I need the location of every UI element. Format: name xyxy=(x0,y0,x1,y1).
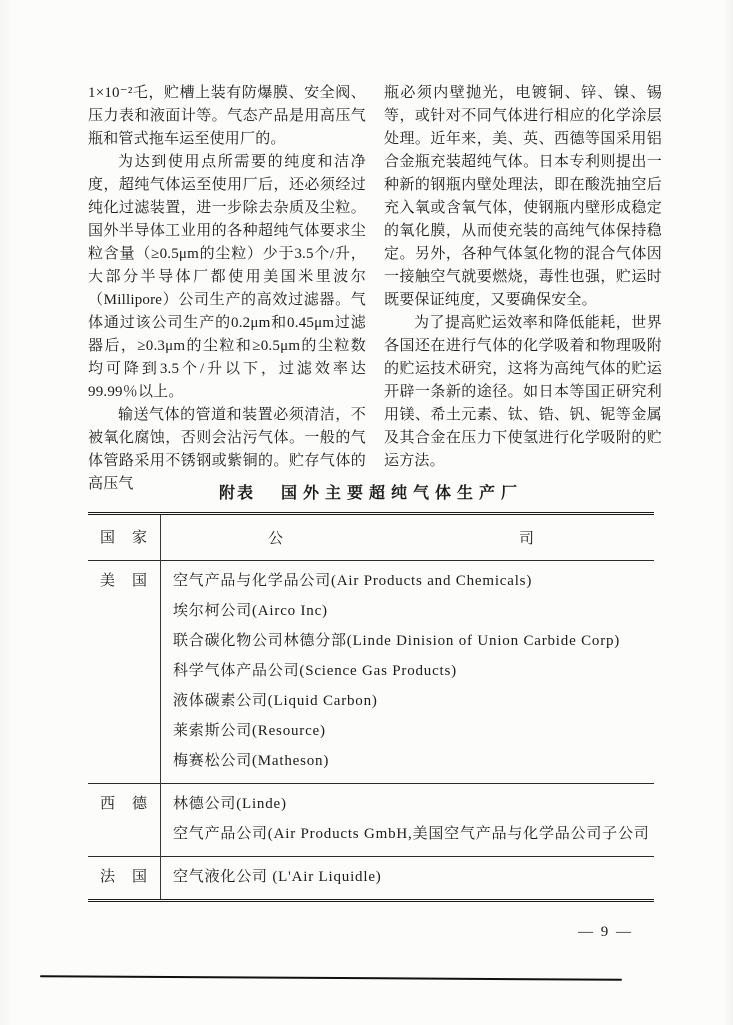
country-cell: 法 国 xyxy=(99,869,148,885)
bottom-rule xyxy=(40,975,622,981)
company-cell xyxy=(160,566,654,776)
company-row: 空气产品与化学品公司(Air Products and Chemicals) xyxy=(173,573,533,589)
company-row: 科学气体产品公司(Science Gas Products) xyxy=(173,663,457,679)
company-row: 莱索斯公司(Resource) xyxy=(173,723,326,739)
company-row: 梅赛松公司(Matheson) xyxy=(173,753,330,769)
table-title xyxy=(88,480,654,503)
table-group xyxy=(88,784,654,857)
country-cell: 西 德 xyxy=(99,796,148,812)
paragraph: 为了提高贮运效率和降低能耗，世界各国还在进行气体的化学吸着和物理吸附的贮运技术研究，这将为高纯气体的贮运开辟一条新的途径。如日本等国正研究利用镁、希土元素、钛、锆、钒、铌等金属及其合金在压力下使氢进行化学吸附的贮运方法。 xyxy=(384,315,662,469)
text-column-right xyxy=(384,82,662,473)
company-row: 林德公司(Linde) xyxy=(173,796,287,812)
company-row: 液体碳素公司(Liquid Carbon) xyxy=(173,693,378,709)
table-title-label: 附表 xyxy=(218,485,255,502)
table-body xyxy=(88,561,654,899)
header-company xyxy=(160,527,654,548)
table-group xyxy=(88,857,654,899)
company-row: 空气液化公司 (L'Air Liquidle) xyxy=(173,869,382,885)
company-row: 空气产品公司(Air Products GmbH,美国空气产品与化学品公司子公司 xyxy=(173,826,650,842)
table-header-row xyxy=(88,515,654,561)
table-title-text: 国外主要超纯气体生产厂 xyxy=(281,485,524,502)
company-cell xyxy=(160,789,654,849)
paragraph: 为达到使用点所需要的纯度和洁净度，超纯气体运至使用厂后，还必须经过纯化过滤装置，进一步除去杂质及尘粒。国外半导体工业用的各种超纯气体要求尘粒含量（≥0.5μm的尘粒）少于3.5个/升，大部分半导体厂都使用美国米里波尔（Millipore）公司生产的高效过滤器。气体通过该公司生产的0.2μm和0.45μm过滤器后，≥0.3μm的尘粒和≥0.5μm的尘粒数均可降到3.5个/升以下，过滤效率达99.99％以上。 xyxy=(88,154,366,400)
company-cell xyxy=(160,862,654,892)
appendix-table xyxy=(88,480,654,902)
company-row: 埃尔柯公司(Airco Inc) xyxy=(173,603,328,619)
table-group xyxy=(88,561,654,784)
header-company-right: 司 xyxy=(518,531,534,547)
country-cell: 美 国 xyxy=(99,573,148,589)
paragraph: 1×10⁻²乇，贮槽上装有防爆膜、安全阀、压力表和液面计等。气态产品是用高压气瓶和管式拖车运至使用厂的。 xyxy=(88,85,366,147)
paragraph: 输送气体的管道和装置必须清洁，不被氧化腐蚀，否则会沾污气体。一般的气体管路采用不锈钢或紫铜的。贮存气体的高压气 xyxy=(88,407,366,492)
text-column-left xyxy=(88,82,366,496)
paragraph: 瓶必须内壁抛光，电镀铜、锌、镍、锡等，或针对不同气体进行相应的化学涂层处理。近年来，美、英、西德等国采用铝合金瓶充装超纯气体。日本专利则提出一种新的钢瓶内壁处理法，即在酸洗抽空后充入氧或含氧气体，使钢瓶内壁形成稳定的氧化膜，从而使充装的高纯气体保持稳定。另外，各种气体氢化物的混合气体因一接触空气就要燃烧，毒性也强，贮运时既要保证纯度，又要确保安全。 xyxy=(384,85,662,308)
company-row: 联合碳化物公司林德分部(Linde Dinision of Union Carbide Corp) xyxy=(173,633,621,649)
page-number: — 9 — xyxy=(578,924,633,940)
manufacturers-table xyxy=(88,512,654,902)
header-company-left: 公 xyxy=(268,531,284,547)
header-country: 国 家 xyxy=(99,529,148,546)
